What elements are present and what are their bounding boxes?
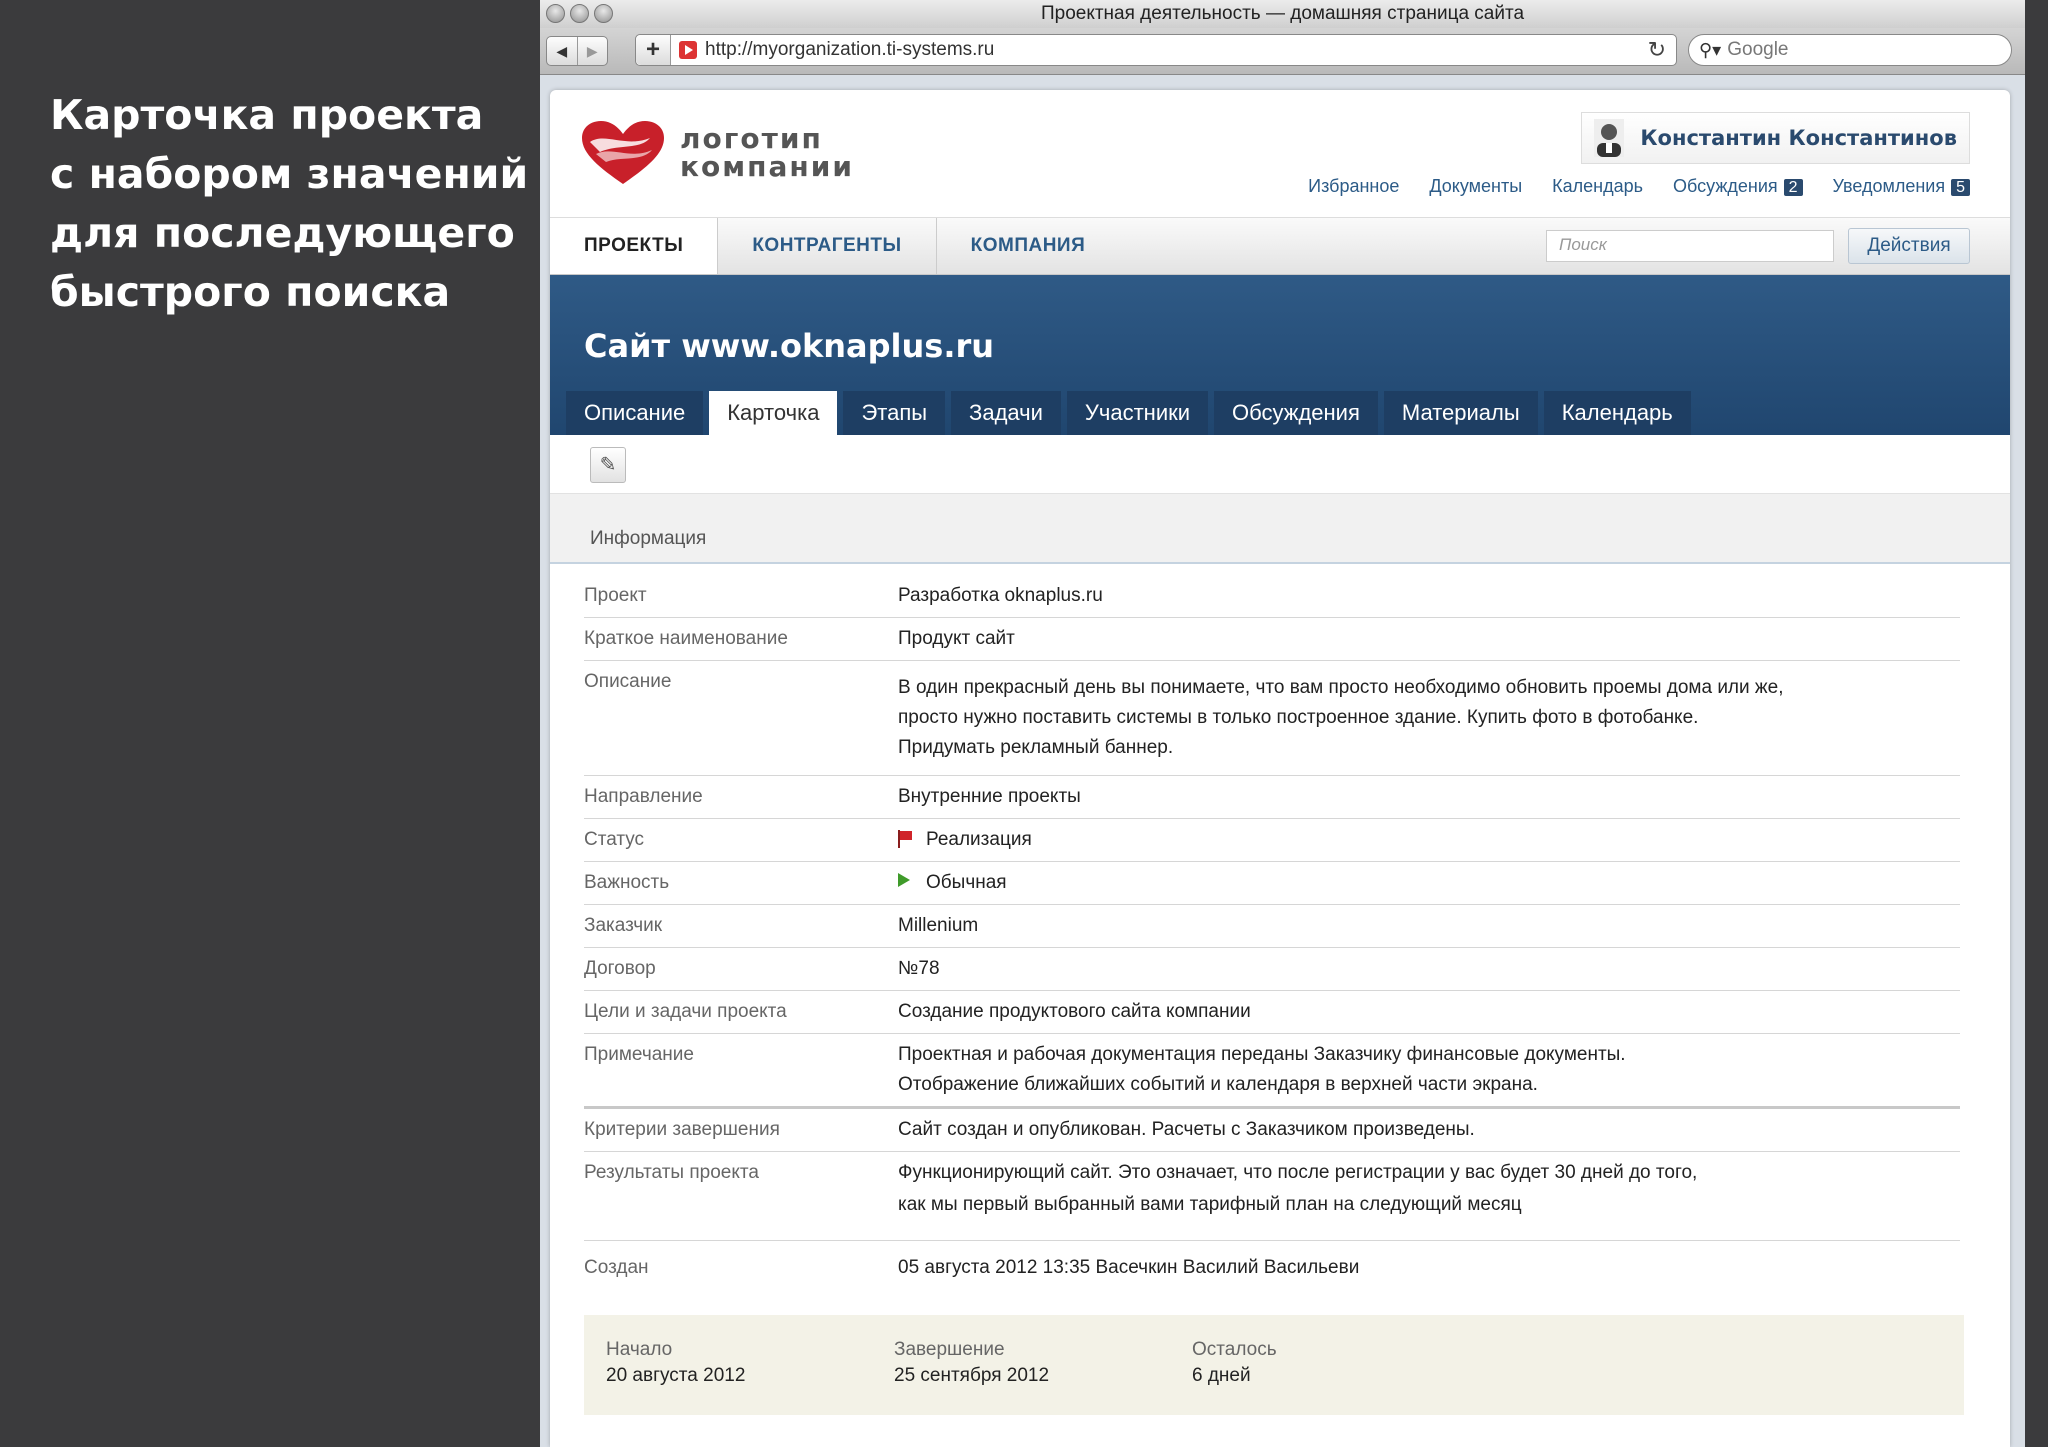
slide-caption bbox=[50, 86, 529, 322]
site-search-placeholder: Поиск bbox=[1559, 235, 1607, 254]
logo-line: логотип bbox=[680, 122, 823, 155]
status-value: Реализация bbox=[926, 829, 1032, 850]
section-header bbox=[550, 494, 2010, 564]
field-value: Разработка oknaplus.ru bbox=[898, 585, 1103, 606]
tab-tasks[interactable]: Задачи bbox=[951, 391, 1061, 435]
nav-company[interactable]: КОМПАНИЯ bbox=[970, 235, 1086, 256]
project-info-table bbox=[584, 575, 1960, 1289]
description-line: В один прекрасный день вы понимаете, что вам просто необходимо обновить проемы дома или же, bbox=[898, 677, 1784, 698]
heart-logo-icon bbox=[580, 120, 666, 186]
field-value: Сайт создан и опубликован. Расчеты с Заказчиком произведены. bbox=[898, 1119, 1475, 1140]
address-bar[interactable] bbox=[635, 34, 1677, 66]
table-row bbox=[584, 661, 1960, 776]
nav-projects[interactable]: ПРОЕКТЫ bbox=[550, 218, 718, 274]
caption-line: с набором значений bbox=[50, 150, 529, 198]
field-label: Заказчик bbox=[584, 915, 663, 936]
note-line: Проектная и рабочая документация переданы Заказчику финансовые документы. bbox=[898, 1044, 1626, 1065]
field-value: 05 августа 2012 13:35 Васечкин Василий Васильеви bbox=[898, 1257, 1360, 1278]
project-header bbox=[550, 275, 2010, 435]
table-row bbox=[584, 862, 1960, 905]
results-line: Функционирующий сайт. Это означает, что после регистрации у вас будет 30 дней до того, bbox=[898, 1162, 1698, 1183]
close-window-button[interactable] bbox=[546, 4, 565, 23]
favorites-link[interactable]: Избранное bbox=[1308, 176, 1400, 196]
tab-description[interactable]: Описание bbox=[566, 391, 703, 435]
field-label: Примечание bbox=[584, 1044, 694, 1065]
forward-button[interactable]: ▶ bbox=[586, 43, 598, 59]
table-row bbox=[584, 618, 1960, 661]
google-search-input[interactable] bbox=[1688, 34, 2012, 66]
tab-calendar[interactable]: Календарь bbox=[1544, 391, 1691, 435]
calendar-link[interactable]: Календарь bbox=[1552, 176, 1644, 196]
field-value bbox=[898, 667, 1960, 763]
field-label: Статус bbox=[584, 829, 645, 850]
field-label: Результаты проекта bbox=[584, 1162, 759, 1183]
field-label: Проект bbox=[584, 585, 647, 606]
tab-discussions[interactable]: Обсуждения bbox=[1214, 391, 1378, 435]
window-titlebar bbox=[540, 0, 2025, 28]
field-value: Создание продуктового сайта компании bbox=[898, 1001, 1251, 1022]
google-search-placeholder: Google bbox=[1727, 39, 1789, 60]
end-value: 25 сентября 2012 bbox=[894, 1365, 1050, 1386]
tab-materials[interactable]: Материалы bbox=[1384, 391, 1538, 435]
status-flag-icon bbox=[898, 830, 912, 848]
field-label: Критерии завершения bbox=[584, 1119, 780, 1140]
field-label: Направление bbox=[584, 786, 703, 807]
project-tabs bbox=[566, 391, 1691, 435]
table-row bbox=[584, 1152, 1960, 1241]
documents-link[interactable]: Документы bbox=[1429, 176, 1523, 196]
field-value: №78 bbox=[898, 958, 940, 979]
field-label: Договор bbox=[584, 958, 656, 979]
priority-triangle-icon bbox=[898, 873, 910, 887]
logo-text bbox=[680, 122, 854, 183]
table-row bbox=[584, 776, 1960, 819]
company-logo[interactable] bbox=[580, 120, 854, 186]
tab-participants[interactable]: Участники bbox=[1067, 391, 1208, 435]
table-row bbox=[584, 819, 1960, 862]
end-label: Завершение bbox=[894, 1339, 1005, 1360]
field-label: Описание bbox=[584, 671, 672, 692]
zoom-window-button[interactable] bbox=[594, 4, 613, 23]
table-row bbox=[584, 1109, 1960, 1152]
results-line: как мы первый выбранный вами тарифный план на следующий месяц bbox=[898, 1194, 1522, 1215]
edit-button[interactable] bbox=[590, 447, 626, 483]
field-value bbox=[898, 868, 1960, 898]
days-left bbox=[1192, 1337, 1277, 1389]
field-value bbox=[898, 1158, 1960, 1220]
site-search-input[interactable] bbox=[1546, 230, 1834, 262]
table-row bbox=[584, 1034, 1960, 1109]
section-title: Информация bbox=[590, 528, 707, 549]
table-row bbox=[584, 905, 1960, 948]
site-header bbox=[550, 90, 2010, 218]
add-bookmark-button[interactable]: + bbox=[636, 35, 671, 65]
notifications-label: Уведомления bbox=[1832, 176, 1946, 196]
field-label: Создан bbox=[584, 1257, 649, 1278]
url-text[interactable]: http://myorganization.ti-systems.ru bbox=[705, 39, 995, 60]
days-left-label: Осталось bbox=[1192, 1339, 1277, 1360]
tab-card[interactable]: Карточка bbox=[709, 391, 837, 435]
caption-line: для последующего bbox=[50, 209, 515, 257]
field-value bbox=[898, 825, 1960, 855]
reload-icon[interactable]: ↻ bbox=[1647, 37, 1666, 62]
tab-stages[interactable]: Этапы bbox=[843, 391, 945, 435]
pencil-icon: ✎ bbox=[599, 454, 617, 476]
window-title: Проектная деятельность — домашняя страница сайта bbox=[1040, 3, 1525, 24]
search-icon: ⚲▾ bbox=[1699, 39, 1722, 60]
back-button[interactable]: ◀ bbox=[547, 37, 578, 65]
field-value: Продукт сайт bbox=[898, 628, 1015, 649]
minimize-window-button[interactable] bbox=[570, 4, 589, 23]
field-value bbox=[898, 1040, 1960, 1100]
top-links bbox=[1308, 176, 1970, 197]
discussions-link[interactable] bbox=[1673, 176, 1803, 197]
field-label: Краткое наименование bbox=[584, 628, 788, 649]
table-row bbox=[584, 1241, 1960, 1289]
table-row bbox=[584, 991, 1960, 1034]
notifications-link[interactable] bbox=[1833, 176, 1970, 197]
caption-line: Карточка проекта bbox=[50, 91, 484, 139]
user-name: Константин Константинов bbox=[1640, 126, 1957, 150]
actions-button[interactable]: Действия bbox=[1848, 228, 1970, 264]
field-label: Цели и задачи проекта bbox=[584, 1001, 787, 1022]
start-label: Начало bbox=[606, 1339, 673, 1360]
field-value: Внутренние проекты bbox=[898, 786, 1081, 807]
browser-window bbox=[540, 0, 2025, 1447]
caption-line: быстрого поиска bbox=[50, 268, 451, 316]
priority-value: Обычная bbox=[926, 872, 1007, 893]
description-line: Придумать рекламный баннер. bbox=[898, 737, 1174, 758]
start-value: 20 августа 2012 bbox=[606, 1365, 746, 1386]
browser-toolbar bbox=[540, 28, 2025, 75]
project-title: Сайт www.oknaplus.ru bbox=[584, 327, 995, 365]
field-value: Millenium bbox=[898, 915, 979, 936]
user-profile[interactable] bbox=[1581, 112, 1970, 164]
note-line: Отображение ближайших событий и календаря в верхней части экрана. bbox=[898, 1074, 1538, 1095]
logo-line: компании bbox=[680, 150, 854, 183]
card-toolbar bbox=[550, 435, 2010, 494]
discussions-label: Обсуждения bbox=[1673, 176, 1778, 196]
nav-buttons bbox=[546, 36, 608, 66]
description-line: просто нужно поставить системы в только построенное здание. Купить фото в фотобанке. bbox=[898, 707, 1699, 728]
site-favicon-icon bbox=[679, 41, 697, 59]
project-dates bbox=[584, 1315, 1964, 1415]
days-left-value: 6 дней bbox=[1192, 1365, 1251, 1386]
field-label: Важность bbox=[584, 872, 670, 893]
avatar bbox=[1594, 119, 1624, 157]
table-row bbox=[584, 575, 1960, 618]
table-row bbox=[584, 948, 1960, 991]
nav-contractors[interactable]: КОНТРАГЕНТЫ bbox=[718, 218, 936, 274]
main-navigation bbox=[550, 218, 2010, 275]
end-date bbox=[894, 1337, 1049, 1389]
notifications-count-badge: 5 bbox=[1951, 179, 1970, 196]
start-date bbox=[606, 1337, 745, 1389]
discussions-count-badge: 2 bbox=[1784, 179, 1803, 196]
